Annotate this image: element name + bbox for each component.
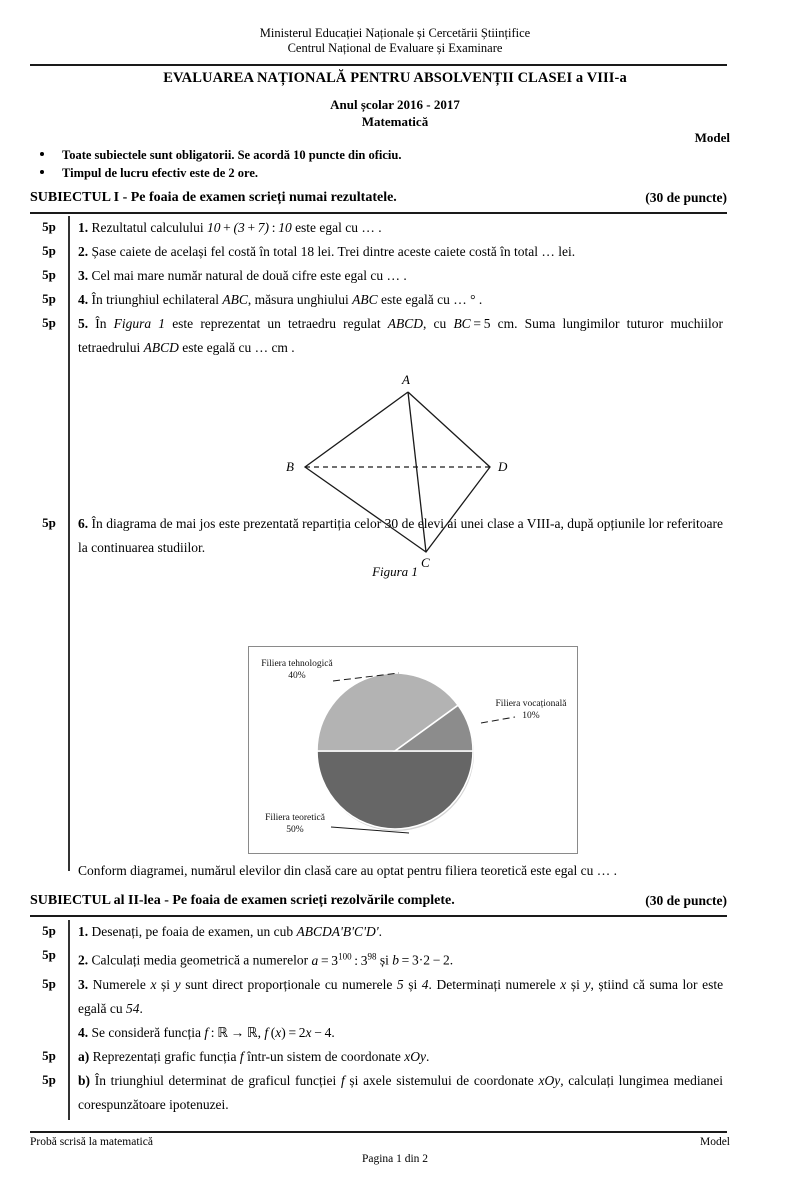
item-math: ABCD <box>143 340 179 355</box>
item-text: , știind că suma lor este egală cu <box>78 976 724 1016</box>
item-math: f <box>239 1048 244 1064</box>
item-body <box>78 240 727 264</box>
item-math: ABCD <box>387 316 424 331</box>
subject-2-items <box>30 920 727 1117</box>
item-text: Calculați media geometrică a numerelor <box>91 952 309 968</box>
table-row <box>30 944 727 973</box>
item-text-tail: este egală cu … ° . <box>380 292 483 307</box>
list-item <box>30 164 730 182</box>
pie-label-text: Filiera teoretică <box>265 813 325 823</box>
item-number: a) <box>78 1048 90 1064</box>
item-text-tail: . <box>378 924 382 939</box>
footer-left: Probă scrisă la matematică <box>30 1136 153 1148</box>
pie-label-tehnologica <box>255 659 339 682</box>
item-math: f (x) = 2x − 4 <box>264 1024 332 1040</box>
item-math: ABC <box>222 292 248 307</box>
footer-divider <box>30 1131 727 1133</box>
item-text: într-un sistem de coordonate <box>247 1048 401 1064</box>
points-cell: 5p <box>42 1071 56 1087</box>
item-body <box>78 1021 727 1045</box>
item-text: . Determinați numerele <box>428 976 556 992</box>
item-text: Rezultatul calculului <box>91 220 204 235</box>
subject-1-title: SUBIECTUL I - Pe foaia de examen scrieți numai rezultatele. <box>30 190 397 205</box>
item-math: y <box>584 976 591 992</box>
points-cell: 5p <box>42 1047 56 1063</box>
table-row <box>30 1045 727 1069</box>
ministry-line: Ministerul Educației Naționale și Cercetării Științifice <box>259 26 531 40</box>
item-text-tail: , calculați lungimea medianei corespunzătoare ipotenuzei. <box>78 1072 724 1112</box>
vertex-label-A: A <box>402 372 410 387</box>
item-text-tail: este egală cu … cm . <box>182 340 295 355</box>
item-number: 3. <box>78 976 89 992</box>
footer-page-number: Pagina 1 din 2 <box>361 1153 429 1165</box>
item-6-conclusion: Conform diagramei, numărul elevilor din clasă care au optat pentru filiera teoretică este egal cu … . <box>78 863 618 878</box>
vertex-label-D: D <box>498 459 508 474</box>
document-header <box>0 26 790 56</box>
item-math: b = 3·2 − 2 <box>392 952 450 968</box>
item-text: Se consideră funcția <box>91 1024 201 1040</box>
figure-reference: Figura 1 <box>113 316 166 331</box>
table-row <box>30 216 727 240</box>
page-title: EVALUAREA NAȚIONALĂ PENTRU ABSOLVENȚII CLASEI a VIII-a <box>163 70 627 86</box>
vertex-label-C: C <box>421 555 430 570</box>
item-body <box>78 264 727 288</box>
list-item <box>30 146 730 164</box>
item-number: b) <box>78 1072 91 1088</box>
item-math: BC = 5 cm <box>453 316 515 331</box>
item-text: În <box>95 316 107 331</box>
item-text: , măsura unghiului <box>247 292 349 307</box>
subject-1-points: (30 de puncte) <box>645 190 727 205</box>
item-text: Șase caiete de același fel costă în total 18 lei. Trei dintre aceste caiete costă în total … lei. <box>91 244 576 259</box>
header-divider <box>30 64 727 66</box>
item-text-tail: . <box>449 952 454 968</box>
item-math: $a = 3^{100}$ : $3^{98}$ <box>311 951 377 968</box>
subject-2-points: (30 de puncte) <box>645 893 727 908</box>
center-line: Centrul Național de Evaluare și Examinare <box>287 41 503 55</box>
table-row <box>30 1069 727 1117</box>
subject-name: Matematică <box>361 114 429 129</box>
item-text-tail: . <box>139 1000 143 1016</box>
item-math: x <box>560 976 567 992</box>
item-text: Cel mai mare număr natural de două cifre este egal cu … . <box>91 268 407 283</box>
item-text: și <box>161 976 171 992</box>
item-text: În diagrama de mai jos este prezentată repartiția celor 30 de elevi ai unei clase a VIII-a, după opțiunile lor referitoare la continuarea studiilor. <box>78 516 724 555</box>
subject-1-heading <box>30 190 727 206</box>
item-number: 4. <box>78 1024 89 1040</box>
item-text: Desenați, pe foaia de examen, un cub <box>91 924 294 939</box>
table-row <box>30 288 727 312</box>
exam-subtitle <box>0 96 790 130</box>
item-math: x <box>150 976 157 992</box>
item-body <box>78 512 727 560</box>
vertex-label-B: B <box>286 459 294 474</box>
table-row <box>30 1021 727 1045</box>
item-text: și <box>408 976 418 992</box>
pie-slice-teoretica <box>317 751 473 829</box>
item-body <box>78 973 727 1021</box>
item-text: și axele sistemului de coordonate <box>349 1072 534 1088</box>
model-tag: Model <box>694 130 730 145</box>
table-row <box>30 920 727 944</box>
item-math: f : ℝ → ℝ <box>204 1024 258 1040</box>
item-body <box>78 1045 727 1069</box>
item-math: 5 <box>396 976 404 992</box>
item-math: y <box>174 976 181 992</box>
item-text: este reprezentat un tetraedru regulat <box>172 316 381 331</box>
points-cell: 5p <box>42 291 56 306</box>
subject-2-title: SUBIECTUL al II-lea - Pe foaia de examen scrieți rezolvările complete. <box>30 893 455 908</box>
bullet-dot-icon <box>40 152 44 156</box>
item-number: 5. <box>78 316 89 331</box>
item-text: Numerele <box>92 976 146 992</box>
instruction-text: Timpul de lucru efectiv este de 2 ore. <box>62 166 259 180</box>
table-row <box>30 264 727 288</box>
pie-label-value: 50% <box>286 824 304 835</box>
item-math: 54 <box>125 1000 140 1016</box>
table-row <box>30 973 727 1021</box>
item-body <box>78 1069 727 1117</box>
item-text: , cu <box>423 316 447 331</box>
item-math: f <box>340 1072 345 1088</box>
subject-2-divider <box>30 915 727 917</box>
pie-label-value: 10% <box>522 710 540 721</box>
item-number: 4. <box>78 292 89 307</box>
subject-2-heading <box>30 893 727 909</box>
item-text-tail: . <box>426 1048 430 1064</box>
item-math: ABC <box>352 292 378 307</box>
item-number: 1. <box>78 220 89 235</box>
item-text: sunt direct proporționale cu numerele <box>185 976 393 992</box>
item-number: 3. <box>78 268 89 283</box>
item-text: și <box>570 976 580 992</box>
item-text: . Suma lungimilor tuturor muchiilor tetraedrului <box>78 316 724 355</box>
item-text: În triunghiul determinat de graficul funcției <box>94 1072 337 1088</box>
item-body <box>78 216 727 240</box>
item-text: , <box>257 1024 261 1040</box>
points-cell: 5p <box>42 515 56 530</box>
item-text: În triunghiul echilateral <box>91 292 219 307</box>
item-body <box>78 288 727 312</box>
bullet-dot-icon <box>40 170 44 174</box>
item-number: 2. <box>78 244 89 259</box>
points-cell: 5p <box>42 315 56 330</box>
item-number: 2. <box>78 952 89 968</box>
figure-1-caption: Figura 1 <box>372 564 418 579</box>
item-body <box>78 944 727 973</box>
item-body <box>78 920 727 944</box>
points-cell: 5p <box>42 947 56 962</box>
table-row <box>30 312 727 360</box>
points-cell: 5p <box>42 975 56 991</box>
subject-1-divider <box>30 212 727 214</box>
points-cell: 5p <box>42 243 56 258</box>
item-math: xOy <box>404 1048 426 1064</box>
instructions-list <box>30 146 730 182</box>
subject-1-items <box>30 216 727 579</box>
points-cell: 5p <box>42 219 56 234</box>
pie-label-value: 40% <box>288 670 306 681</box>
item-math: 4 <box>421 976 429 992</box>
item-math: 10 + (3 + 7) : 10 <box>206 220 292 235</box>
footer-right: Model <box>699 1136 730 1148</box>
pie-label-vocationala <box>489 699 573 722</box>
item-math: ABCDA'B'C'D' <box>296 924 379 939</box>
item-text: Reprezentați grafic funcția <box>92 1048 237 1064</box>
table-row <box>30 512 727 560</box>
table-row <box>30 240 727 264</box>
pie-label-text: Filiera vocațională <box>495 699 567 709</box>
school-year: Anul școlar 2016 - 2017 <box>330 97 460 112</box>
pie-label-teoretica <box>255 813 335 836</box>
pie-label-text: Filiera tehnologică <box>261 659 333 669</box>
item-body <box>78 312 727 360</box>
pie-chart-container <box>248 646 578 854</box>
item-number: 1. <box>78 924 89 939</box>
item-math: xOy <box>538 1072 561 1088</box>
points-cell: 5p <box>42 267 56 282</box>
item-text-tail: . <box>331 1024 335 1040</box>
item-text: și <box>379 952 389 968</box>
points-cell: 5p <box>42 923 56 938</box>
item-text-tail: este egal cu … . <box>295 220 382 235</box>
item-number: 6. <box>78 516 89 531</box>
instruction-text: Toate subiectele sunt obligatorii. Se acordă 10 puncte din oficiu. <box>62 148 402 162</box>
